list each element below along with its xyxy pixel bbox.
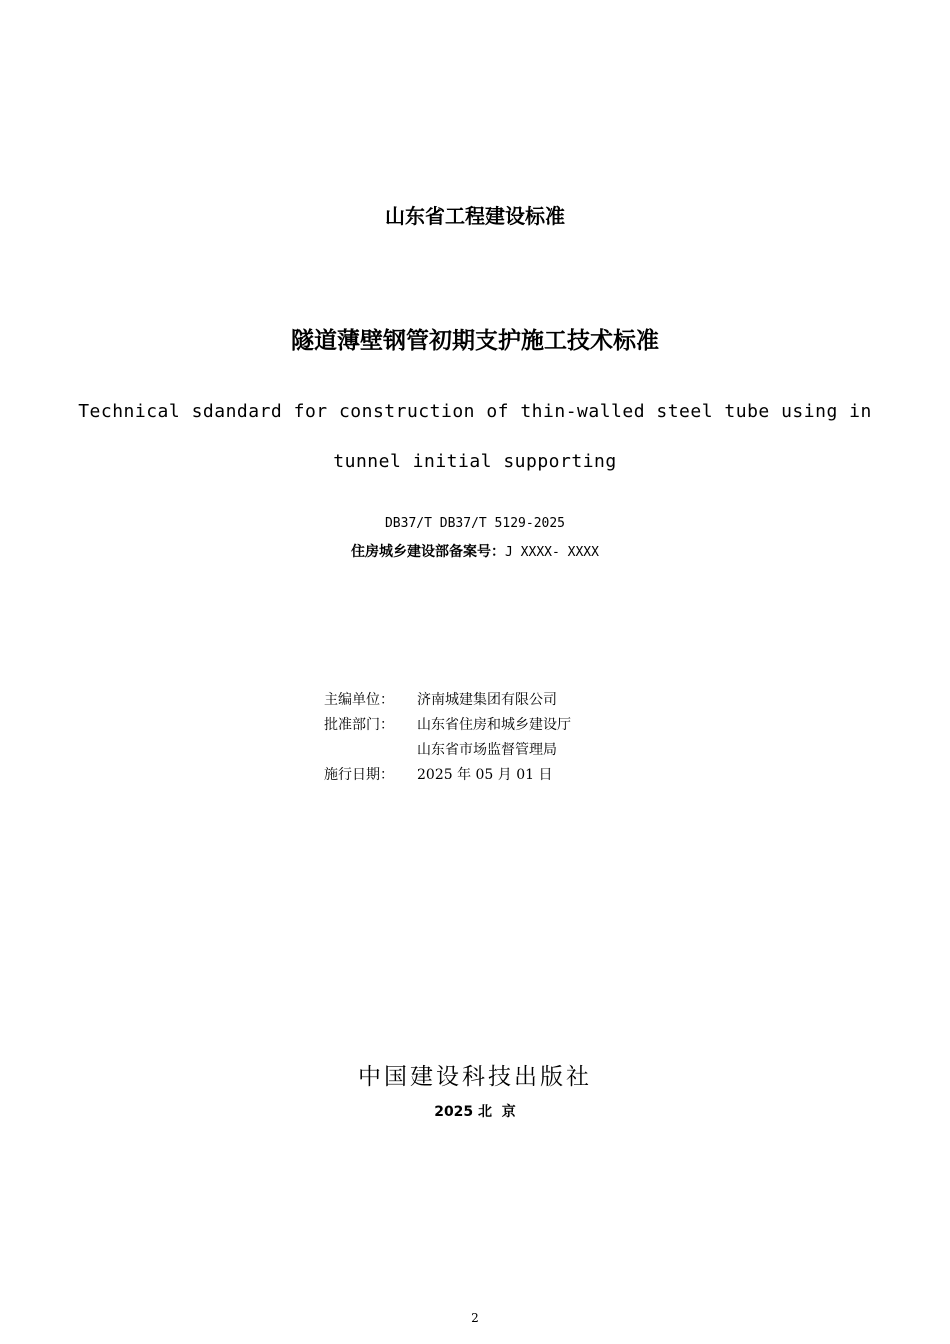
standard-series-heading: 山东省工程建设标准 [385, 204, 565, 228]
document-title-chinese: 隧道薄壁钢管初期支护施工技术标准 [291, 328, 659, 354]
effective-date-row [324, 763, 571, 788]
editor-value: 济南城建集团有限公司 [417, 692, 557, 708]
approver-label-spacer [324, 738, 417, 763]
effective-date-label: 施行日期： [324, 767, 394, 783]
document-title-english-line-1: Technical sdandard for construction of thin-walled steel tube using in [78, 401, 872, 422]
record-number-value: J XXXX- XXXX [505, 545, 599, 560]
record-number [0, 541, 950, 561]
record-number-label: 住房城乡建设部备案号： [351, 544, 506, 560]
publication-info-block [324, 688, 571, 788]
editor-row [324, 688, 571, 713]
approver-row-2 [324, 738, 571, 763]
document-title-english-line-2: tunnel initial supporting [333, 451, 617, 472]
approver-value-2: 山东省市场监督管理局 [417, 742, 557, 758]
approver-label: 批准部门： [324, 717, 394, 733]
editor-label: 主编单位： [324, 692, 394, 708]
approver-value-1: 山东省住房和城乡建设厅 [417, 717, 571, 733]
publisher-name: 中国建设科技出版社 [358, 1064, 592, 1090]
page-number: 2 [471, 1311, 479, 1325]
approver-row [324, 713, 571, 738]
publication-year-place: 2025 北 京 [434, 1104, 516, 1120]
standard-number: DB37/T DB37/T 5129-2025 [384, 516, 565, 531]
effective-date-value: 2025 年 05 月 01 日 [417, 767, 553, 783]
